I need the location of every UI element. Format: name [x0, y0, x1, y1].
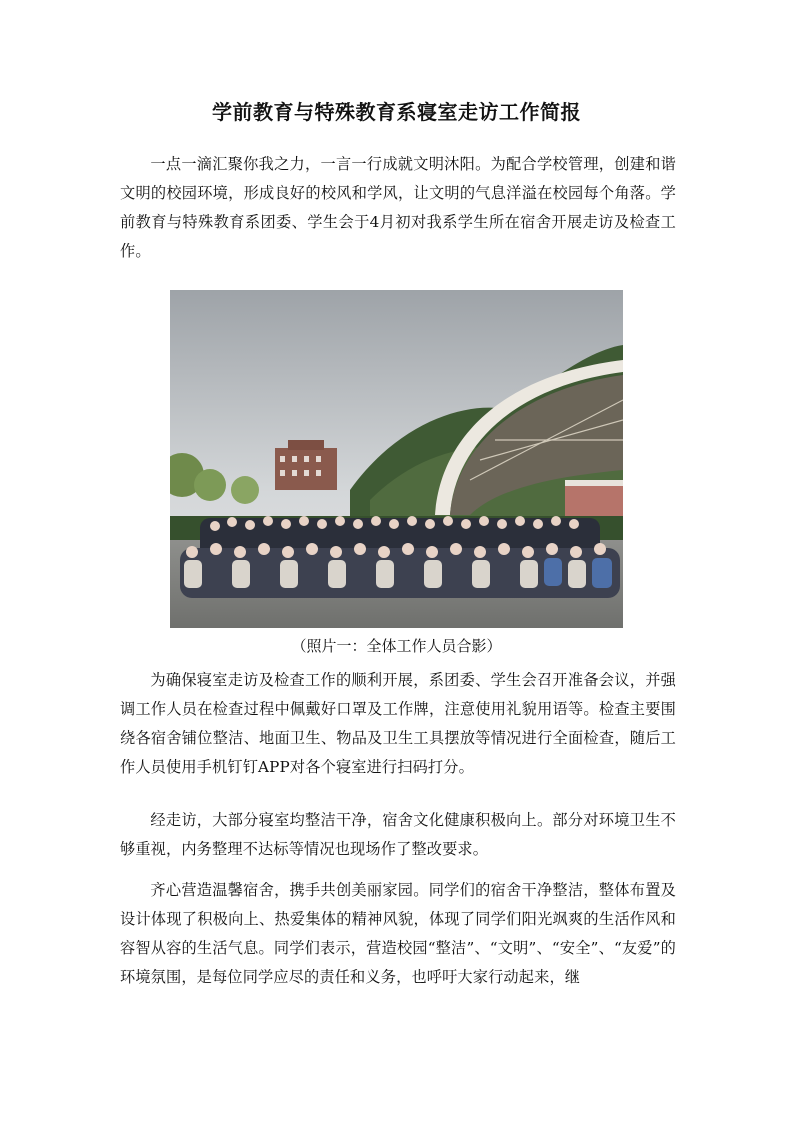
document-title: 学前教育与特殊教育系寝室走访工作简报 [212, 100, 581, 124]
paragraph-results: 经走访，大部分寝室均整洁干净，宿舍文化健康积极向上。部分对环境卫生不够重视，内务整理不达标等情况也现场作了整改要求。 [120, 811, 676, 858]
paragraph-preparation: 为确保寝室走访及检查工作的顺利开展，系团委、学生会召开准备会议，并强调工作人员在检查过程中佩戴好口罩及工作牌，注意使用礼貌用语等。检查主要围绕各宿舍铺位整洁、地面卫生、物品及卫生工具摆放等情况进行全面检查，随后工作人员使用手机钉钉APP对各个寝室进行扫码打分。 [120, 671, 676, 776]
photo-caption: （照片一：全体工作人员合影） [291, 637, 502, 655]
paragraph-conclusion: 齐心营造温馨宿舍，携手共创美丽家园。同学们的宿舍干净整洁，整体布置及设计体现了积极向上、热爱集体的精神风貌，体现了同学们阳光飒爽的生活作风和容智从容的生活气息。同学们表示，营造校园“整洁”、“文明”、“安全”、“友爱”的环境氛围，是每位同学应尽的责任和义务，也呼吁大家行动起来，继 [120, 881, 676, 986]
group-photo [170, 290, 623, 628]
paragraph-intro: 一点一滴汇聚你我之力，一言一行成就文明沐阳。为配合学校管理，创建和谐文明的校园环境，形成良好的校风和学风，让文明的气息洋溢在校园每个角落。学前教育与特殊教育系团委、学生会于4月初对我系学生所在宿舍开展走访及检查工作。 [120, 155, 676, 260]
